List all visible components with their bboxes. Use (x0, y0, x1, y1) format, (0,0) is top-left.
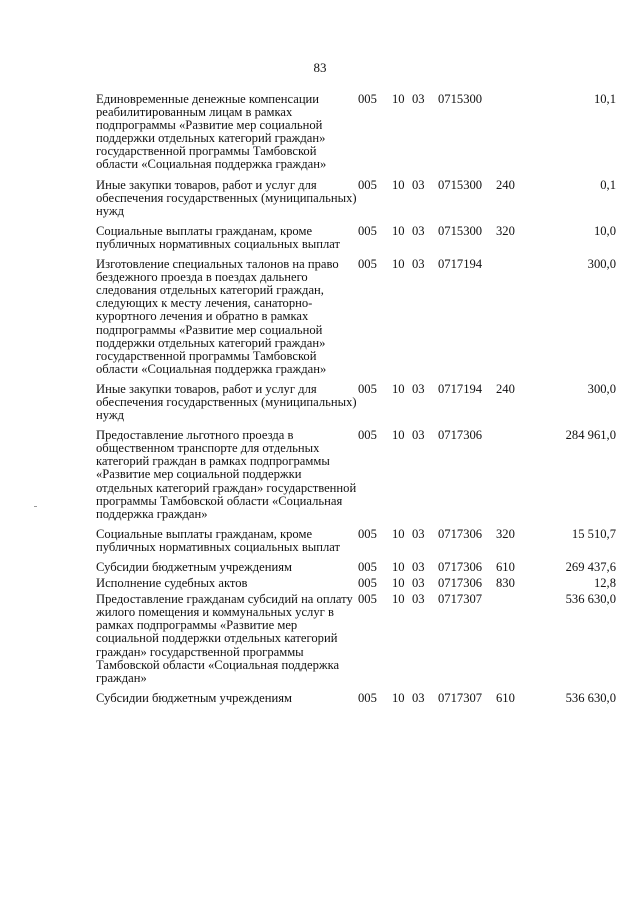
row-target-article: 0715300 (438, 92, 483, 106)
row-section-code: 10 (392, 576, 405, 591)
row-section-code: 10 (392, 428, 405, 443)
table-row (96, 561, 616, 577)
row-target-article: 0717306 (438, 428, 483, 443)
row-subsection-code: 03 (412, 257, 425, 272)
row-expense-type: 240 (496, 177, 515, 192)
row-section-code: 10 (392, 381, 405, 396)
row-section-code: 10 (392, 257, 405, 272)
row-ved-code: 005 (358, 223, 377, 238)
row-ved-code: 005 (358, 428, 377, 443)
row-name: Иные закупки товаров, работ и услуг для обеспечения государственных (муниципальных) нужд (96, 177, 357, 218)
row-section-code: 10 (392, 92, 405, 106)
row-ved-code: 005 (358, 381, 377, 396)
row-section-code: 10 (392, 592, 405, 607)
row-target-article: 0715300 (438, 223, 483, 238)
row-section-code: 10 (392, 560, 405, 574)
row-ved-code: 005 (358, 257, 377, 272)
row-expense-type (496, 593, 536, 692)
row-name: Субсидии бюджетным учреждениям (96, 560, 292, 574)
row-amount: 300,0 (587, 257, 616, 272)
row-expense-type: 610 (496, 560, 515, 574)
row-expense-type: 320 (496, 526, 515, 541)
row-amount: 12,8 (593, 576, 616, 591)
table-row (96, 258, 616, 383)
row-subsection-code: 03 (412, 177, 425, 192)
row-amount: 300,0 (587, 381, 616, 396)
row-amount: 536 630,0 (565, 690, 616, 705)
row-target-article: 0715300 (438, 177, 483, 192)
row-name: Иные закупки товаров, работ и услуг для обеспечения государственных (муниципальных) нужд (96, 381, 357, 423)
row-subsection-code: 03 (412, 428, 425, 443)
row-target-article: 0717306 (438, 560, 483, 574)
row-amount: 10,0 (593, 223, 616, 238)
table-row (96, 225, 616, 258)
table-row (96, 179, 616, 225)
row-subsection-code: 03 (412, 690, 425, 705)
row-amount: 10,1 (593, 92, 616, 106)
row-name: Предоставление льготного проезда в общественном транспорте для отдельных категорий граждан в рамках подпрограммы «Развитие мер социальной поддержки отдельных категорий граждан» государственной программы Тамбовской области «Социальная поддержка граждан» (96, 428, 357, 521)
page-number: 83 (313, 60, 327, 75)
row-subsection-code: 03 (412, 592, 425, 607)
row-name: Предоставление гражданам субсидий на оплату жилого помещения и коммунальных услуг в рамках подпрограммы «Развитие мер социальной поддержки отдельных категорий граждан» государственной программы Тамбовской области «Социальная поддержка граждан» (96, 592, 353, 685)
budget-table-body (96, 93, 616, 712)
row-subsection-code: 03 (412, 526, 425, 541)
row-name: Социальные выплаты гражданам, кроме публичных нормативных социальных выплат (96, 526, 341, 554)
row-amount: 536 630,0 (565, 592, 616, 607)
row-target-article: 0717306 (438, 526, 483, 541)
row-name: Изготовление специальных талонов на право бездежного проезда в поездах дальнего следования отдельных категорий граждан, следующих к месту лечения, санаторно-курортного лечения и обратно в рамках подпрограммы «Развитие мер социальной поддержки отдельных категорий граждан» государственной программы Тамбовской области «Социальная поддержка граждан» (96, 257, 339, 376)
table-row (96, 383, 616, 429)
row-amount: 284 961,0 (565, 428, 616, 443)
row-section-code: 10 (392, 223, 405, 238)
row-ved-code: 005 (358, 526, 377, 541)
row-ved-code: 005 (358, 560, 377, 574)
row-name: Социальные выплаты гражданам, кроме публичных нормативных социальных выплат (96, 223, 341, 251)
row-amount: 15 510,7 (571, 526, 616, 541)
row-amount: 269 437,6 (565, 560, 616, 574)
table-row (96, 93, 616, 179)
row-section-code: 10 (392, 526, 405, 541)
row-amount: 0,1 (600, 177, 616, 192)
row-ved-code: 005 (358, 690, 377, 705)
row-expense-type: 240 (496, 381, 515, 396)
row-subsection-code: 03 (412, 560, 425, 574)
row-expense-type: 830 (496, 576, 515, 591)
row-target-article: 0717307 (438, 592, 483, 607)
row-target-article: 0717307 (438, 690, 483, 705)
row-expense-type (496, 258, 536, 383)
row-name: Исполнение судебных актов (96, 576, 248, 591)
row-subsection-code: 03 (412, 576, 425, 591)
row-ved-code: 005 (358, 576, 377, 591)
row-subsection-code: 03 (412, 381, 425, 396)
table-row (96, 429, 616, 528)
row-section-code: 10 (392, 690, 405, 705)
row-section-code: 10 (392, 177, 405, 192)
row-expense-type (496, 429, 536, 528)
row-name: Субсидии бюджетным учреждениям (96, 690, 292, 705)
table-row (96, 692, 616, 712)
row-target-article: 0717306 (438, 576, 483, 591)
row-expense-type (496, 93, 536, 179)
table-row (96, 577, 616, 593)
row-name: Единовременные денежные компенсации реабилитированным лицам в рамках подпрограммы «Развитие мер социальной поддержки отдельных категорий граждан» государственной программы Тамбовской области «Социальная поддержка граждан» (96, 92, 327, 172)
scan-speck (34, 506, 37, 507)
row-ved-code: 005 (358, 92, 377, 106)
budget-table (96, 93, 616, 712)
row-ved-code: 005 (358, 177, 377, 192)
table-row (96, 593, 616, 692)
table-row (96, 528, 616, 561)
row-target-article: 0717194 (438, 257, 483, 272)
row-subsection-code: 03 (412, 223, 425, 238)
row-expense-type: 610 (496, 690, 515, 705)
row-ved-code: 005 (358, 592, 377, 607)
row-target-article: 0717194 (438, 381, 483, 396)
row-expense-type: 320 (496, 223, 515, 238)
row-subsection-code: 03 (412, 92, 425, 106)
